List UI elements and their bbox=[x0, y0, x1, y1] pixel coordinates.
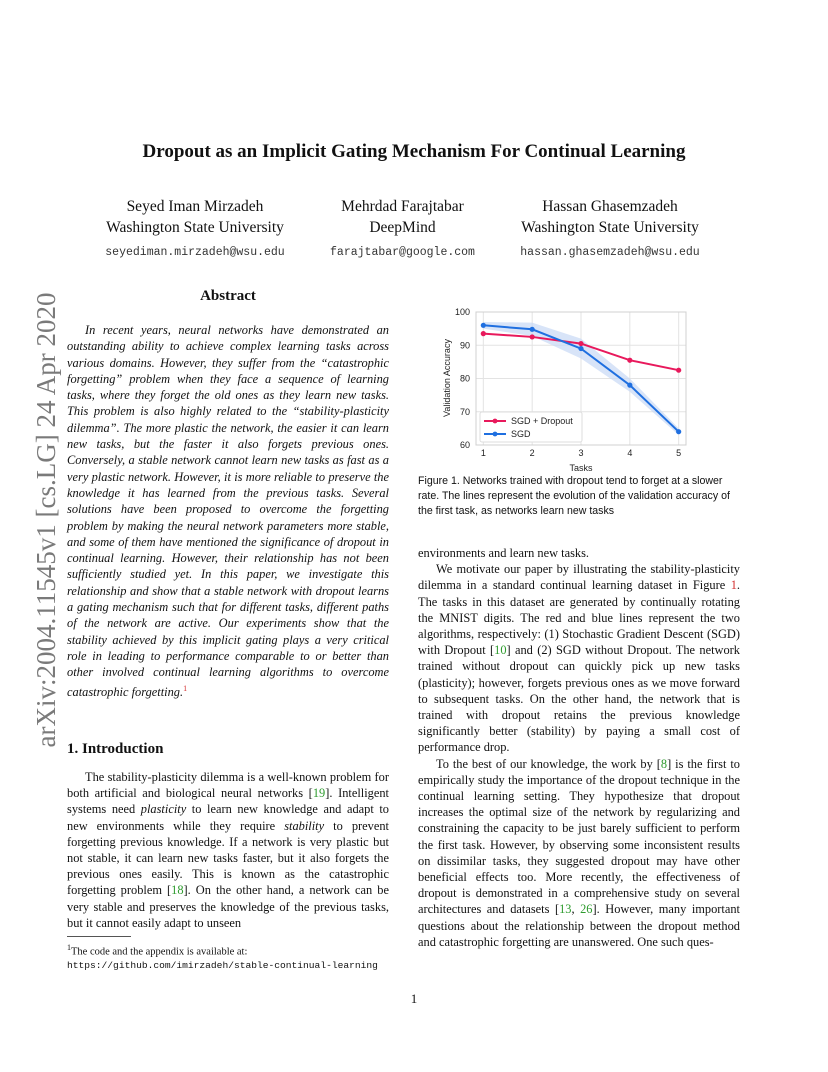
text-span: to prevent forgetting previous knowledge. If a network is very plastic but not stable, it can learn new tasks faster, but it also forgets the previous ones easily. This is known as the catastrophic forgetting problem [ bbox=[67, 818, 389, 898]
x-tick-labels bbox=[481, 448, 681, 458]
footnote-mark: 1 bbox=[67, 943, 71, 952]
y-tick-label: 100 bbox=[454, 307, 470, 317]
author-3 bbox=[505, 196, 715, 263]
legend-marker-sgd bbox=[493, 432, 498, 437]
y-tick-label: 60 bbox=[459, 440, 470, 450]
citation-link[interactable]: 10 bbox=[494, 643, 507, 658]
footnote bbox=[67, 941, 389, 972]
author-affiliation: DeepMind bbox=[369, 219, 436, 236]
text-span: We motivate our paper by illustrating the stability-plasticity dilemma in a standard continual learning dataset in Figure bbox=[418, 562, 740, 593]
data-point-sgd bbox=[530, 327, 535, 332]
paragraph: environments and learn new tasks. bbox=[418, 546, 590, 560]
citation-link[interactable]: 18 bbox=[171, 883, 184, 898]
text-span: The stability-plasticity dilemma is a well-known problem for both artificial and biological neural networks [ bbox=[67, 770, 389, 801]
y-tick-label: 90 bbox=[459, 340, 470, 351]
data-point-sgd bbox=[627, 383, 632, 388]
y-tick-labels bbox=[455, 307, 470, 450]
data-point-sgd-dropout bbox=[530, 334, 535, 339]
data-point-sgd-dropout bbox=[578, 341, 583, 346]
author-email[interactable]: hassan.ghasemzadeh@wsu.edu bbox=[520, 246, 700, 259]
paragraph bbox=[418, 561, 740, 755]
text-span: ]. On the other hand, a network can be very stable and preserves the knowledge of the previous tasks, but it cannot easily adapt to unseen bbox=[67, 883, 389, 930]
author-name: Mehrdad Farajtabar bbox=[341, 198, 464, 215]
text-span: ]. However, many important questions about the relationship between the dropout method and catastrophic forgetting are unanswered. One such ques- bbox=[418, 902, 740, 949]
chart-legend bbox=[480, 412, 582, 442]
data-point-sgd bbox=[676, 429, 681, 434]
data-point-sgd bbox=[578, 346, 583, 351]
text-span: ]. Intelligent systems need bbox=[67, 786, 389, 817]
figure-1-chart bbox=[436, 302, 696, 474]
author-email[interactable]: farajtabar@google.com bbox=[330, 246, 475, 259]
section-heading-introduction: 1. Introduction bbox=[67, 741, 164, 757]
x-tick-label: 5 bbox=[676, 448, 682, 458]
intro-paragraph bbox=[67, 769, 389, 931]
y-tick-label: 80 bbox=[459, 373, 470, 384]
x-tick-label: 2 bbox=[529, 448, 535, 458]
data-point-sgd-dropout bbox=[627, 358, 632, 363]
y-tick-label: 70 bbox=[459, 406, 470, 417]
citation-link[interactable]: 19 bbox=[312, 786, 326, 801]
text-span: ] and (2) SGD without Dropout. The network trained without dropout can quickly pick up new tasks (plasticity); however, forgets previous ones as we move forward to subsequent tasks. On the other hand, the network that is trained with dropout retains the previous knowledge significantly better (stability) by paying a small cost of performance drop. bbox=[418, 643, 740, 755]
author-name: Hassan Ghasemzadeh bbox=[542, 198, 678, 215]
paper-title: Dropout as an Implicit Gating Mechanism For Continual Learning bbox=[142, 141, 686, 162]
text-span: , bbox=[571, 902, 581, 917]
citation-link[interactable]: 26 bbox=[580, 902, 593, 917]
abstract-heading: Abstract bbox=[200, 288, 256, 304]
abstract-text bbox=[67, 322, 389, 700]
legend-label-sgd: SGD bbox=[511, 429, 531, 439]
footnote-url-link[interactable]: https://github.com/imirzadeh/stable-continual-learning bbox=[67, 959, 378, 971]
abstract-body: In recent years, neural networks have demonstrated an outstanding ability to achieve complex learning tasks across various domains. However, they suffer from the “catastrophic forgetting” problem when they face a sequence of learning tasks, where they forget the old ones as they learn new tasks. This problem is also highly related to the “stability-plasticity dilemma”. The more plastic the network, the easier it can learn new tasks, but the faster it also forgets previous ones. Conversely, a stable network cannot learn new tasks as fast as a very plastic network. However, it is more reliable to preserve the knowledge it has learned from the previous tasks. Several solutions have been proposed to overcome the forgetting problem by making the neural network parameters more stable, and some of them have mentioned the significance of dropout in continual learning. However, their relationship has not been sufficiently studied yet. In this paper, we investigate this relationship and show that a stable network with dropout learns a gating mechanism such that for different tasks, different paths of the network are active. Our experiments show that the stability achieved by this implicit gating plays a very critical role in leading to performance comparable to or better than other involved continual learning algorithms to overcome catastrophic forgetting. bbox=[67, 323, 389, 699]
figure-ref-link[interactable]: 1 bbox=[730, 578, 737, 593]
data-point-sgd-dropout bbox=[676, 368, 681, 373]
data-point-sgd-dropout bbox=[481, 331, 486, 336]
figure-caption: Figure 1. Networks trained with dropout tend to forget at a slower rate. The lines represent the evolution of the validation accuracy of the first task, as networks learn new tasks bbox=[418, 475, 730, 517]
author-2 bbox=[300, 196, 505, 263]
paragraph bbox=[418, 756, 740, 950]
footnote-link[interactable]: 1 bbox=[183, 683, 188, 693]
right-column-text bbox=[418, 545, 740, 950]
text-span: ] is the first to empirically study the importance of the dropout technique in the continual learning setting. They hypothesize that dropout increases the optimal size of the network by regularizing and constraining the capacity to be just barely sufficient to perform the first task. However, by observing some inconsistent results on dissimilar tasks, they suggested dropout may have other beneficial effects too. More recently, the effectiveness of dropout is demonstrated in a comprehensive study on several architectures and datasets [ bbox=[418, 756, 740, 917]
footnote-divider bbox=[67, 936, 131, 937]
x-axis-label: Tasks bbox=[569, 463, 593, 473]
text-span: to learn new knowledge and adapt to new environments while they require bbox=[67, 802, 389, 833]
text-span: To the best of our knowledge, the work by [ bbox=[436, 756, 661, 771]
x-tick-label: 4 bbox=[627, 448, 633, 458]
author-affiliation: Washington State University bbox=[521, 219, 699, 236]
author-email[interactable]: seyediman.mirzadeh@wsu.edu bbox=[105, 246, 285, 259]
data-point-sgd bbox=[481, 323, 486, 328]
x-tick-label: 3 bbox=[578, 448, 584, 458]
x-tick-label: 1 bbox=[480, 448, 486, 458]
arxiv-stamp: arXiv:2004.11545v1 [cs.LG] 24 Apr 2020 bbox=[31, 292, 61, 748]
author-name: Seyed Iman Mirzadeh bbox=[126, 198, 264, 215]
emphasis: stability bbox=[284, 818, 325, 833]
citation-link[interactable]: 8 bbox=[660, 756, 668, 771]
page-number: 1 bbox=[410, 991, 418, 1006]
legend-label-sgd-dropout: SGD + Dropout bbox=[511, 416, 573, 426]
legend-marker-sgd-dropout bbox=[493, 419, 498, 424]
emphasis: plasticity bbox=[140, 802, 187, 817]
author-1 bbox=[90, 196, 300, 263]
citation-link[interactable]: 13 bbox=[559, 902, 572, 917]
author-affiliation: Washington State University bbox=[106, 219, 284, 236]
text-span: . The tasks in this dataset are generated by continually rotating the MNIST digits. The red and blue lines represent the two algorithms, respectively: (1) Stochastic Gradient Descent (SGD) with Dropout [ bbox=[418, 578, 740, 658]
footnote-text: The code and the appendix is available at: bbox=[71, 946, 248, 958]
y-axis-label: Validation Accuracy bbox=[442, 339, 452, 417]
